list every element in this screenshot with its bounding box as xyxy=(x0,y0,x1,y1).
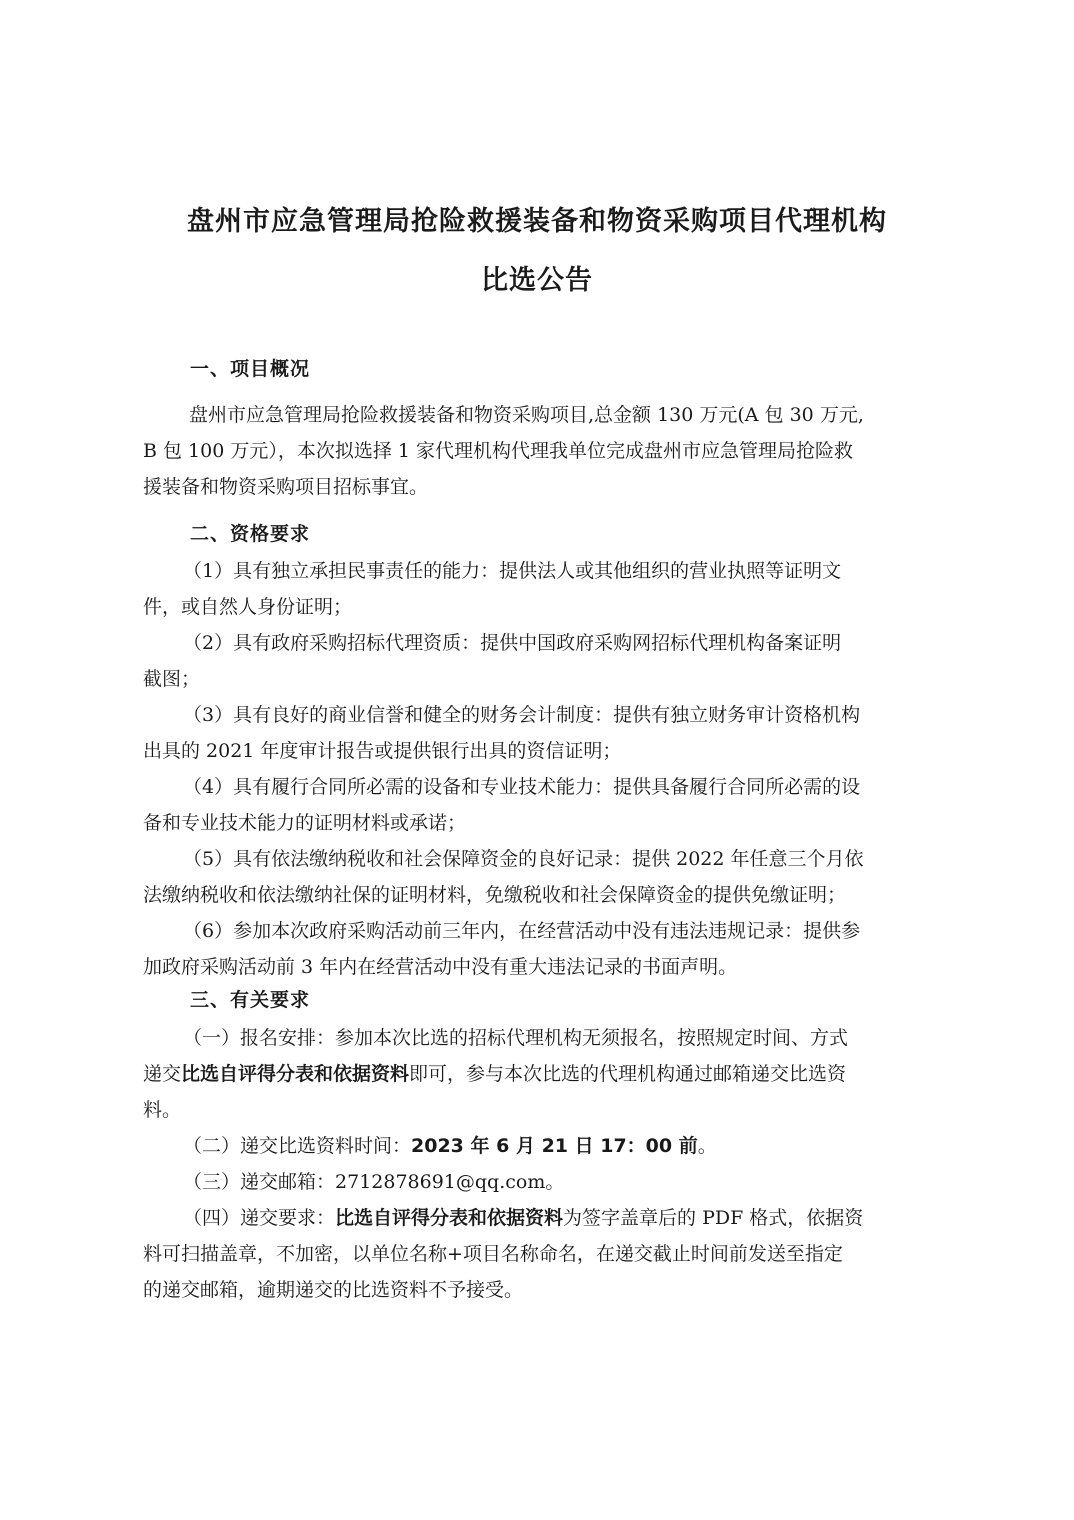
email-address[interactable]: 2712878691@qq.com xyxy=(335,1171,546,1193)
qualification-item-1-cont: 件，或自然人身份证明； xyxy=(143,596,353,618)
document-title: 盘州市应急管理局抢险救援装备和物资采购项目代理机构 xyxy=(187,206,887,237)
requirements-list xyxy=(143,1020,943,1308)
requirement-registration-cont: 递交比选自评得分表和依据资料即可，参与本次比选的代理机构通过邮箱递交比选资 xyxy=(143,1063,847,1085)
qualification-item-5: （5）具有依法缴纳税收和社会保障资金的良好记录：提供 2022 年任意三个月依 xyxy=(183,848,864,870)
overview-paragraph xyxy=(143,397,943,505)
deadline-value: 2023 年 6 月 21 日 17：00 前 xyxy=(411,1135,698,1157)
qualification-item-6: （6）参加本次政府采购活动前三年内，在经营活动中没有违法违规记录：提供参 xyxy=(183,920,861,942)
section-heading-qualifications: 二、资格要求 xyxy=(190,523,311,545)
requirement-format-cont: 料可扫描盖章，不加密，以单位名称+项目名称命名，在递交截止时间前发送至指定 xyxy=(143,1243,843,1265)
requirement-email: （三）递交邮箱：2712878691@qq.com。 xyxy=(183,1171,565,1193)
paragraph-line: 盘州市应急管理局抢险救援装备和物资采购项目,总金额 130 万元(A 包 30 万元, xyxy=(189,404,864,426)
bold-materials-term: 比选自评得分表和依据资料 xyxy=(181,1063,410,1085)
qualification-item-4-cont: 备和专业技术能力的证明材料或承诺； xyxy=(143,812,467,834)
requirement-format: （四）递交要求：比选自评得分表和依据资料为签字盖章后的 PDF 格式，依据资 xyxy=(183,1207,864,1229)
paragraph-line: 援装备和物资采购项目招标事宜。 xyxy=(143,476,429,498)
requirement-deadline: （二）递交比选资料时间：2023 年 6 月 21 日 17：00 前。 xyxy=(183,1135,717,1157)
qualification-item-2-cont: 截图； xyxy=(143,668,201,690)
requirement-registration-end: 料。 xyxy=(143,1099,182,1121)
qualification-item-5-cont: 法缴纳税收和依法缴纳社保的证明材料，免缴税收和社会保障资金的提供免缴证明； xyxy=(143,884,847,906)
qualification-list xyxy=(143,553,943,985)
qualification-item-3-cont: 出具的 2021 年度审计报告或提供银行出具的资信证明； xyxy=(143,740,622,762)
section-heading-requirements: 三、有关要求 xyxy=(190,989,311,1011)
qualification-item-2: （2）具有政府采购招标代理资质：提供中国政府采购网招标代理机构备案证明 xyxy=(183,632,842,654)
document-subtitle: 比选公告 xyxy=(481,265,593,296)
requirement-format-end: 的递交邮箱，逾期递交的比选资料不予接受。 xyxy=(143,1279,524,1301)
requirement-registration: （一）报名安排：参加本次比选的招标代理机构无须报名，按照规定时间、方式 xyxy=(183,1027,849,1049)
qualification-item-1: （1）具有独立承担民事责任的能力：提供法人或其他组织的营业执照等证明文 xyxy=(183,560,842,582)
qualification-item-6-cont: 加政府采购活动前 3 年内在经营活动中没有重大违法记录的书面声明。 xyxy=(143,956,738,978)
paragraph-line: B 包 100 万元），本次拟选择 1 家代理机构代理我单位完成盘州市应急管理局抢险救 xyxy=(143,440,854,462)
qualification-item-3: （3）具有良好的商业信誉和健全的财务会计制度：提供有独立财务审计资格机构 xyxy=(183,704,861,726)
bold-materials-term: 比选自评得分表和依据资料 xyxy=(335,1207,564,1229)
section-heading-overview: 一、项目概况 xyxy=(190,358,311,380)
qualification-item-4: （4）具有履行合同所必需的设备和专业技术能力：提供具备履行合同所必需的设 xyxy=(183,776,861,798)
